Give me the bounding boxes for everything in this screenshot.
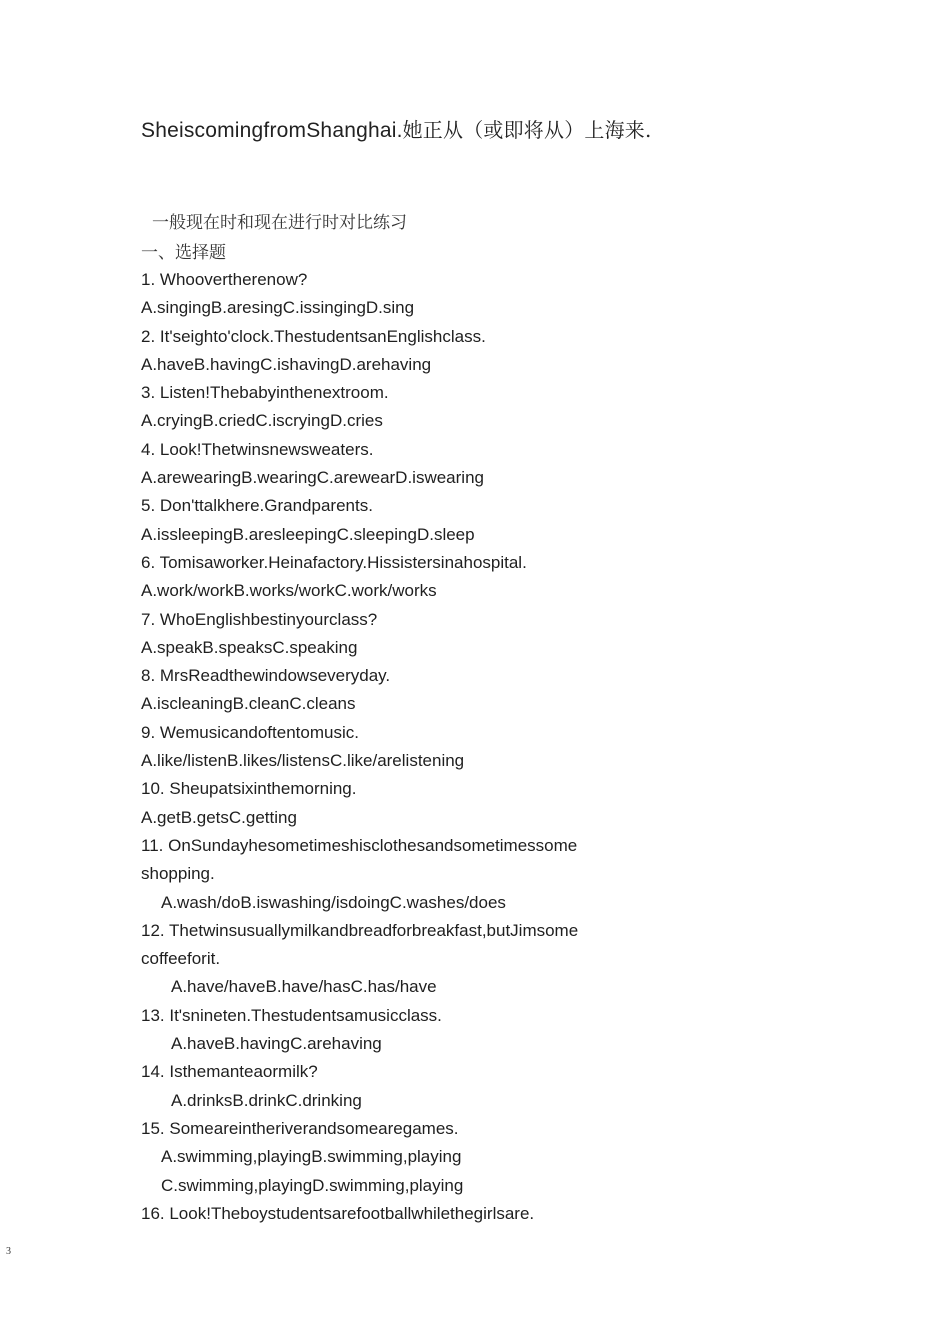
option-line: coffeeforit. [141,949,221,969]
option-line: A.drinksB.drinkC.drinking [171,1090,362,1110]
page-number: 3 [6,1246,11,1257]
question-line: 13. It'snineten.Thestudentsamusicclass. [141,1005,442,1025]
option-line: A.getB.getsC.getting [141,807,297,827]
option-line: A.like/listenB.likes/listensC.like/arelistening [141,751,465,771]
option-line: A.speakB.speaksC.speaking [141,637,358,657]
question-line: 14. Isthemanteaormilk? [141,1062,318,1082]
option-line: A.issleepingB.aresleepingC.sleepingD.sleep [141,524,475,544]
question-line: 1. Whoovertherenow? [141,270,308,289]
option-line: A.singingB.aresingC.issingingD.sing [141,298,415,318]
question-line: 2. It'seighto'clock.ThestudentsanEnglishclass. [141,326,486,346]
question-line: 7. WhoEnglishbestinyourclass? [141,609,378,629]
option-line: A.iscleaningB.cleanC.cleans [141,694,356,714]
sub-title: 一、选择题 [141,243,226,263]
headline-cn: 她正从（或即将从）上海来. [402,118,652,142]
option-line: A.haveB.havingC.arehaving [171,1034,382,1054]
question-line: 5. Don'ttalkhere.Grandparents. [141,496,373,516]
option-line: A.haveB.havingC.ishavingD.arehaving [141,354,432,374]
option-line: A.have/haveB.have/hasC.has/have [171,977,437,997]
headline-en: SheiscomingfromShanghai. [141,119,403,142]
question-line: 11. OnSundayhesometimeshisclothesandsometimessome [141,835,578,855]
question-line: 6. Tomisaworker.Heinafactory.Hissistersinahospital. [141,552,527,572]
question-line: 12. Thetwinsusuallymilkandbreadforbreakfast,butJimsome [141,920,579,940]
section-title: 一般现在时和现在进行时对比练习 [152,213,407,233]
option-line: shopping. [141,864,215,884]
option-line: C.swimming,playingD.swimming,playing [161,1175,464,1195]
question-line: 15. Someareintheriverandsomearegames. [141,1118,459,1138]
option-line: A.cryingB.criedC.iscryingD.cries [141,411,383,431]
option-line: A.arewearingB.wearingC.arewearD.iswearing [141,468,484,488]
option-line: A.work/workB.works/workC.work/works [141,581,437,601]
option-line: A.wash/doB.iswashing/isdoingC.washes/does [161,892,506,912]
option-line: A.swimming,playingB.swimming,playing [161,1147,462,1167]
question-line: 3. Listen!Thebabyinthenextroom. [141,383,389,403]
question-line: 16. Look!Theboystudentsarefootballwhilethegirlsare. [141,1203,535,1223]
question-line: 4. Look!Thetwinsnewsweaters. [141,439,374,459]
question-line: 9. Wemusicandoftentomusic. [141,722,359,742]
question-line: 10. Sheupatsixinthemorning. [141,779,357,799]
question-line: 8. MrsReadthewindowseveryday. [141,666,391,686]
exercise-lines [141,266,641,1228]
headline [141,114,652,143]
